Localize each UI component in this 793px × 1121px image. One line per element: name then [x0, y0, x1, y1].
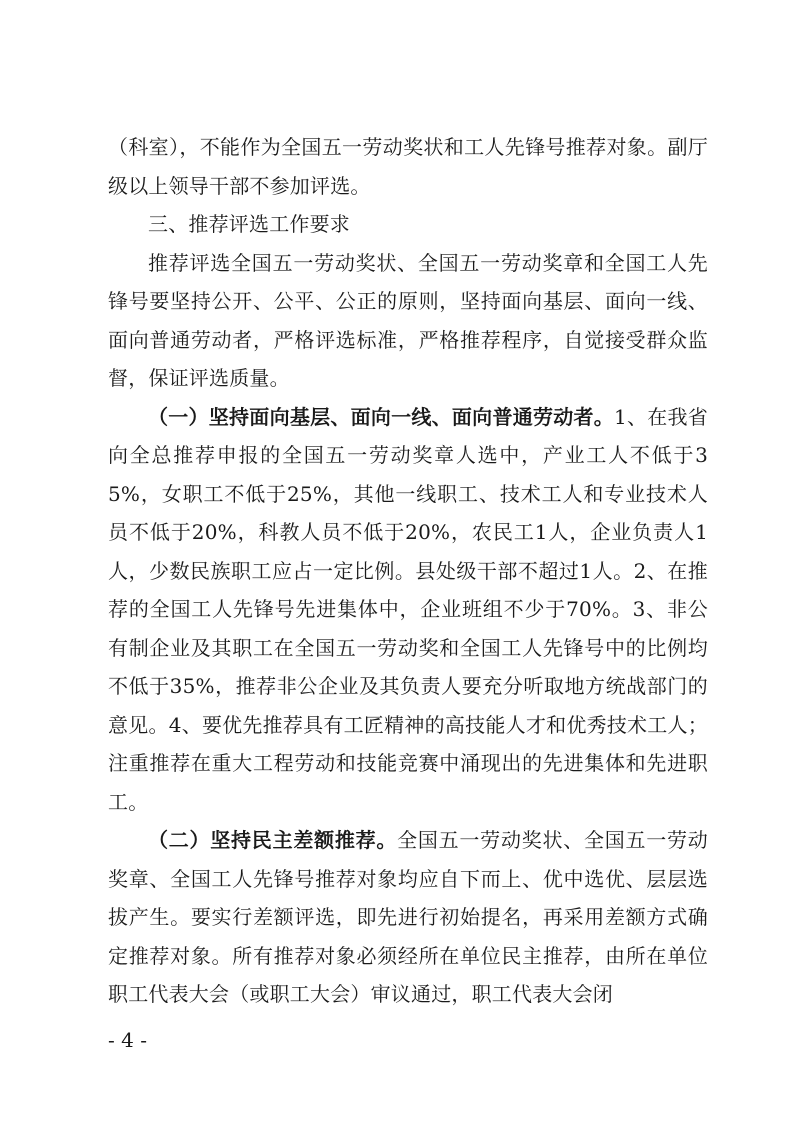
paragraph-democratic	[108, 821, 708, 1014]
subsection-title-1: （一）坚持面向基层、面向一线、面向普通劳动者。	[148, 404, 615, 429]
page-number: - 4 -	[108, 1028, 147, 1052]
subsection-title-2: （二）坚持民主差额推荐。	[148, 828, 398, 852]
paragraph-democratic-text: 全国五一劳动奖状、全国五一劳动奖章、全国工人先锋号推荐对象均应自下而上、优中选优、层层选拔产生。要实行差额评选，即先进行初始提名，再采用差额方式确定推荐对象。所有推荐对象必须经所在单位民主推荐，由所在单位职工代表大会（或职工大会）审议通过，职工代表大会闭	[108, 828, 708, 1006]
section-title: 三、推荐评选工作要求	[148, 212, 350, 236]
document-body	[108, 128, 708, 1014]
paragraph-continuation: （科室），不能作为全国五一劳动奖状和工人先锋号推荐对象。副厅级以上领导干部不参加评选。	[108, 135, 708, 198]
paragraph-grassroots	[108, 398, 708, 822]
paragraph-requirements-intro: 推荐评选全国五一劳动奖状、全国五一劳动奖章和全国工人先锋号要坚持公开、公平、公正的原则，坚持面向基层、面向一线、面向普通劳动者，严格评选标准，严格推荐程序，自觉接受群众监督，保证评选质量。	[108, 250, 708, 390]
paragraph-grassroots-text: 1、在我省向全总推荐申报的全国五一劳动奖章人选中，产业工人不低于35%，女职工不低于25%，其他一线职工、技术工人和专业技术人员不低于20%，科教人员不低于20%，农民工1人，企业负责人1人，少数民族职工应占一定比例。县处级干部不超过1人。2、在推荐的全国工人先锋号先进集体中，企业班组不少于70%。3、非公有制企业及其职工在全国五一劳动奖和全国工人先锋号中的比例均不低于35%，推荐非公企业及其负责人要充分听取地方统战部门的意见。4、要优先推荐具有工匠精神的高技能人才和优秀技术工人；注重推荐在重大工程劳动和技能竞赛中涌现出的先进集体和先进职工。	[108, 404, 708, 814]
